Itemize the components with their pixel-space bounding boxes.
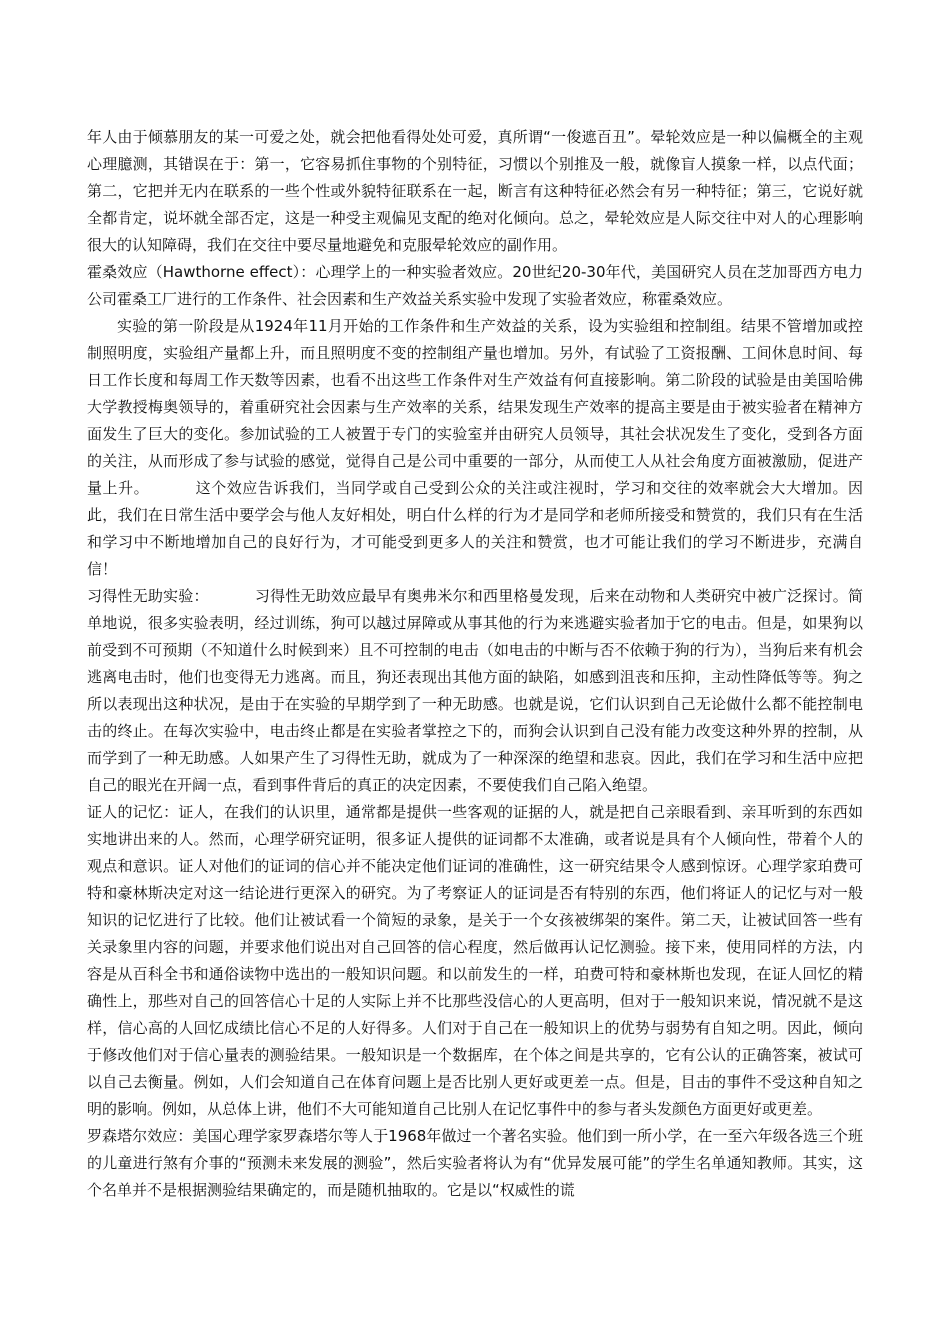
learned-helplessness-text: 习得性无助效应最早有奥弗米尔和西里格曼发现，后来在动物和人类研究中被广泛探讨。简单地说，很多实验表明，经过训练，狗可以越过屏障或从事其他的行为来逃避实验者加于它的电击。但是，如果狗以前受到不可预期（不知道什么时候到来）且不可控制的电击（如电击的中断与否不依赖于狗的行为），当狗后来有机会逃离电击时，他们也变得无力逃离。而且，狗还表现出其他方面的缺陷，如感到沮丧和压抑，主动性降低等等。狗之所以表现出这种状况，是由于在实验的早期学到了一种无助感。也就是说，它们认识到自己无论做什么都不能控制电击的终止。在每次实验中，电击终止都是在实验者掌控之下的，而狗会认识到自己没有能力改变这种外界的控制，从而学到了一种无助感。人如果产生了习得性无助，就成为了一种深深的绝望和悲哀。因此，我们在学习和生活中应把自己的眼光在开阔一点，看到事件背后的真正的决定因素，不要使我们自己陷入绝望。: [87, 587, 863, 794]
learned-helplessness-label: 习得性无助实验：: [87, 587, 209, 605]
paragraph-hawthorne-intro: 霍桑效应（Hawthorne effect）：心理学上的一种实验者效应。20世纪20-30年代，美国研究人员在芝加哥西方电力公司霍桑工厂进行的工作条件、社会因素和生产效益关系实验中发现了实验者效应，称霍桑效应。: [87, 263, 863, 308]
paragraph-witness-memory: 证人的记忆：证人，在我们的认识里，通常都是提供一些客观的证据的人，就是把自己亲眼看到、亲耳听到的东西如实地讲出来的人。然而，心理学研究证明，很多证人提供的证词都不太准确，或者说是具有个人倾向性，带着个人的观点和意识。证人对他们的证词的信心并不能决定他们证词的准确性，这一研究结果令人感到惊讶。心理学家珀费可特和豪林斯决定对这一结论进行更深入的研究。为了考察证人的证词是否有特别的东西，他们将证人的记忆与对一般知识的记忆进行了比较。他们让被试看一个简短的录象，是关于一个女孩被绑架的案件。第二天，让被试回答一些有关录象里内容的问题，并要求他们说出对自己回答的信心程度，然后做再认记忆测验。接下来，使用同样的方法，内容是从百科全书和通俗读物中选出的一般知识问题。和以前发生的一样，珀费可特和豪林斯也发现，在证人回忆的精确性上，那些对自己的回答信心十足的人实际上并不比那些没信心的人更高明，但对于一般知识来说，情况就不是这样，信心高的人回忆成绩比信心不足的人好得多。人们对于自己在一般知识上的优势与弱势有自知之明。因此，倾向于修改他们对于信心量表的测验结果。一般知识是一个数据库，在个体之间是共享的，它有公认的正确答案，被试可以自己去衡量。例如，人们会知道自己在体育问题上是否比别人更好或更差一点。但是，目击的事件不受这种自知之明的影响。例如，从总体上讲，他们不大可能知道自己比别人在记忆事件中的参与者头发颜色方面更好或更差。: [87, 803, 863, 1118]
paragraph-learned-helplessness: [87, 583, 863, 799]
paragraph-rosenthal-effect: 罗森塔尔效应：美国心理学家罗森塔尔等人于1968年做过一个著名实验。他们到一所小学，在一至六年级各选三个班的儿童进行煞有介事的“预测未来发展的测验”，然后实验者将认为有“优异发展可能”的学生名单通知教师。其实，这个名单并不是根据测验结果确定的，而是随机抽取的。它是以“权威性的谎: [87, 1127, 863, 1199]
paragraph-hawthorne-body: [87, 313, 863, 583]
document-page: [87, 124, 863, 1204]
hawthorne-experiment-text: 实验的第一阶段是从1924年11月开始的工作条件和生产效益的关系，设为实验组和控制组。结果不管增加或控制照明度，实验组产量都上升，而且照明度不变的控制组产量也增加。另外，有试验了工资报酬、工间休息时间、每日工作长度和每周工作天数等因素，也看不出这些工作条件对生产效益有何直接影响。第二阶段的试验是由美国哈佛大学教授梅奥领导的，着重研究社会因素与生产效率的关系，结果发现生产效率的提高主要是由于被实验者在精神方面发生了巨大的变化。参加试验的工人被置于专门的实验室并由研究人员领导，其社会状况发生了变化，受到各方面的关注，从而形成了参与试验的感觉，觉得自己是公司中重要的一部分，从而使工人从社会角度方面被激励，促进产量上升。: [87, 317, 863, 497]
hawthorne-lesson-text: 这个效应告诉我们，当同学或自己受到公众的关注或注视时，学习和交往的效率就会大大增加。因此，我们在日常生活中要学会与他人友好相处，明白什么样的行为才是同学和老师所接受和赞赏的，我们只有在生活和学习中不断地增加自己的良好行为，才可能受到更多人的关注和赞赏，也才可能让我们的学习不断进步，充满自信！: [87, 479, 863, 578]
paragraph-halo-effect-continued: 年人由于倾慕朋友的某一可爱之处，就会把他看得处处可爱，真所谓“一俊遮百丑”。晕轮效应是一种以偏概全的主观心理臆测，其错误在于：第一，它容易抓住事物的个别特征，习惯以个别推及一般，就像盲人摸象一样，以点代面；第二，它把并无内在联系的一些个性或外貌特征联系在一起，断言有这种特征必然会有另一种特征；第三，它说好就全都肯定，说坏就全部否定，这是一种受主观偏见支配的绝对化倾向。总之，晕轮效应是人际交往中对人的心理影响很大的认知障碍，我们在交往中要尽量地避免和克服晕轮效应的副作用。: [87, 128, 863, 254]
